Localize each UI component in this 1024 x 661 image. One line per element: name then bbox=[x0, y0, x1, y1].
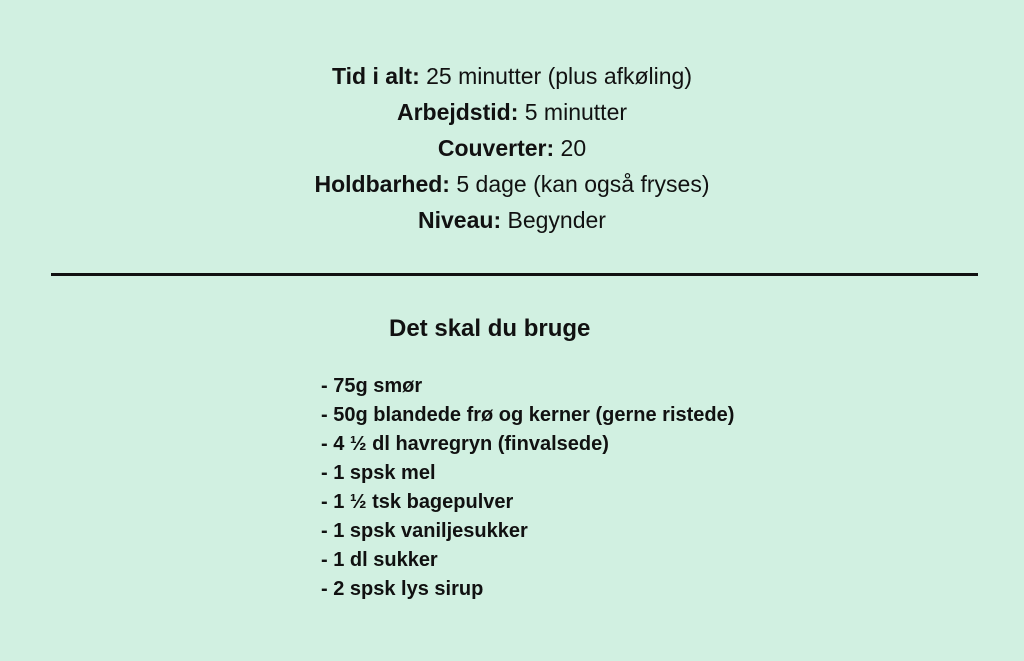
info-value: 5 minutter bbox=[524, 99, 628, 125]
divider bbox=[51, 273, 978, 276]
info-value: 25 minutter (plus afkøling) bbox=[426, 63, 693, 89]
info-value: 20 bbox=[560, 135, 587, 161]
info-label: Arbejdstid: bbox=[396, 99, 519, 125]
info-label: Holdbarhed: bbox=[314, 171, 450, 197]
info-label: Couverter: bbox=[437, 135, 555, 161]
recipe-info bbox=[0, 58, 1024, 238]
ingredient-item: - 75g smør bbox=[321, 375, 423, 397]
info-label: Niveau: bbox=[418, 207, 502, 233]
info-value: Begynder bbox=[507, 207, 606, 233]
info-work-time bbox=[0, 94, 1024, 130]
info-label: Tid i alt: bbox=[331, 63, 420, 89]
ingredients-title: Det skal du bruge bbox=[389, 315, 591, 342]
ingredient-item: - 1 ½ tsk bagepulver bbox=[321, 491, 514, 513]
info-shelf-life bbox=[0, 166, 1024, 202]
ingredient-list bbox=[321, 372, 734, 604]
info-total-time bbox=[0, 58, 1024, 94]
info-level bbox=[0, 202, 1024, 238]
ingredient-item: - 1 dl sukker bbox=[321, 549, 438, 571]
ingredient-item: - 1 spsk mel bbox=[321, 462, 436, 484]
ingredient-item: - 2 spsk lys sirup bbox=[321, 578, 484, 600]
info-servings bbox=[0, 130, 1024, 166]
info-value: 5 dage (kan også fryses) bbox=[456, 171, 710, 197]
ingredient-item: - 1 spsk vaniljesukker bbox=[321, 520, 528, 542]
ingredient-item: - 4 ½ dl havregryn (finvalsede) bbox=[321, 433, 609, 455]
ingredient-item: - 50g blandede frø og kerner (gerne ristede) bbox=[321, 404, 735, 426]
